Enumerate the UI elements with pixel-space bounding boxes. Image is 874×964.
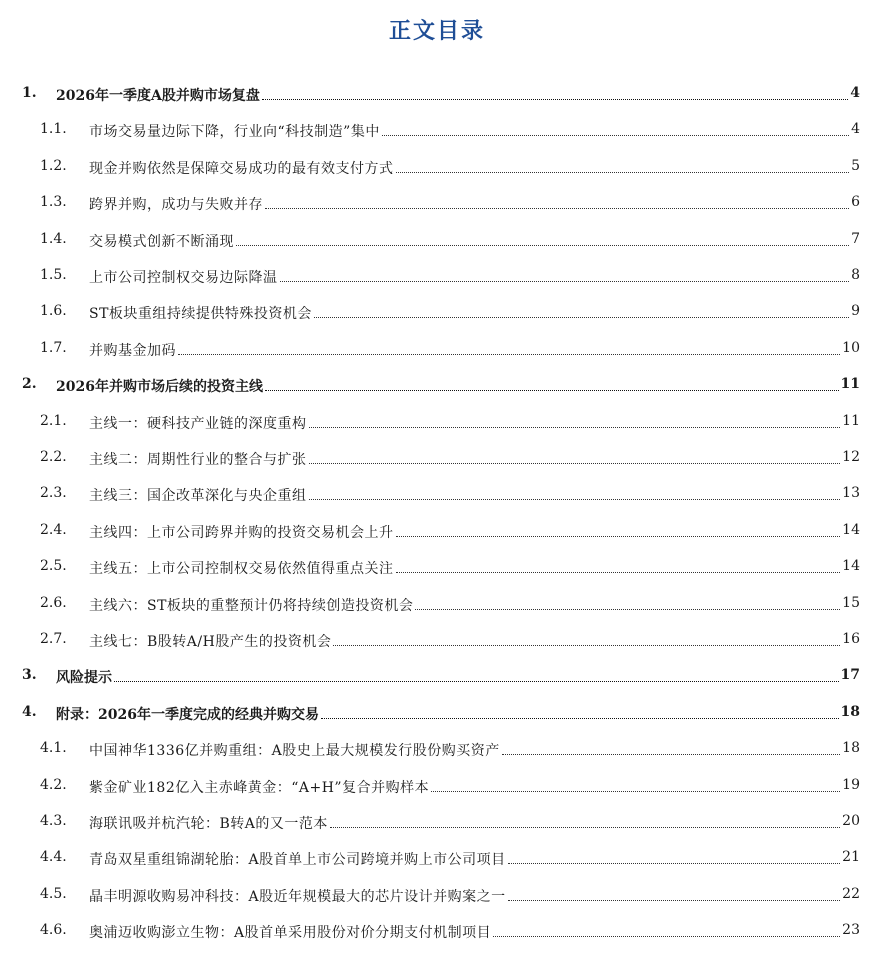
toc-entry-title: 海联讯吸并杭汽轮：B转A的又一范本: [89, 816, 328, 832]
toc-entry-title: 交易模式创新不断涌现: [89, 233, 234, 250]
toc-entry-page: 12: [842, 449, 860, 465]
toc-entry-page: 18: [840, 703, 860, 720]
toc-subsection-entry[interactable]: [0, 405, 874, 441]
toc-section-entry[interactable]: [0, 659, 874, 695]
toc-entry-page: 14: [842, 521, 860, 538]
toc-leader-dots: [309, 451, 840, 464]
toc-entry-page: 14: [842, 558, 860, 575]
toc-entry-page: 6: [851, 194, 860, 211]
toc-entry-page: 10: [842, 339, 860, 356]
toc-entry-number: 1.4.: [40, 230, 67, 247]
toc-subsection-entry[interactable]: [0, 186, 874, 222]
toc-entry-number: 3.: [22, 667, 37, 684]
toc-entry-title: 风险提示: [56, 670, 112, 687]
toc-subsection-entry[interactable]: [0, 223, 874, 259]
toc-entry-page: 22: [842, 885, 860, 902]
toc-entry-title: 主线四：上市公司跨界并购的投资交易机会上升: [89, 524, 394, 541]
toc-subsection-entry[interactable]: [0, 295, 874, 331]
toc-leader-dots: [314, 305, 849, 318]
toc-leader-dots: [280, 269, 849, 282]
toc-subsection-entry[interactable]: [0, 514, 874, 550]
toc-leader-dots: [236, 233, 849, 246]
toc-subsection-entry[interactable]: [0, 150, 874, 186]
toc-section-entry[interactable]: [0, 368, 874, 404]
toc-leader-dots: [262, 87, 848, 100]
toc-entry-title: 上市公司控制权交易边际降温: [89, 270, 278, 286]
toc-entry-number: 2.7.: [40, 631, 67, 647]
toc-entry-number: 4.4.: [40, 849, 67, 866]
toc-entry-title: 晶丰明源收购易冲科技：A股近年规模最大的芯片设计并购案之一: [89, 888, 506, 905]
toc-leader-dots: [114, 669, 839, 682]
toc-entry-title: 主线二：周期性行业的整合与扩张: [89, 452, 307, 468]
toc-leader-dots: [309, 487, 840, 500]
toc-leader-dots: [178, 342, 840, 355]
toc-entry-page: 18: [842, 740, 860, 757]
toc-entry-number: 4.: [22, 703, 37, 720]
toc-section-entry[interactable]: [0, 696, 874, 732]
toc-entry-page: 15: [842, 594, 860, 611]
toc-leader-dots: [493, 924, 840, 937]
toc-entry-title: 并购基金加码: [89, 342, 176, 359]
toc-leader-dots: [321, 706, 839, 719]
toc-entry-number: 2.4.: [40, 521, 67, 538]
toc-entry-title: 主线五：上市公司控制权交易依然值得重点关注: [89, 561, 394, 578]
toc-entry-number: 4.5.: [40, 885, 67, 902]
toc-subsection-entry[interactable]: [0, 550, 874, 586]
toc-subsection-entry[interactable]: [0, 769, 874, 805]
toc-entry-number: 2.: [22, 376, 37, 393]
toc-entry-title: 市场交易量边际下降，行业向“科技制造”集中: [89, 124, 380, 141]
toc-entry-page: 11: [840, 376, 860, 393]
toc-leader-dots: [396, 560, 840, 573]
toc-entry-number: 1.: [22, 85, 37, 101]
toc-leader-dots: [508, 888, 840, 901]
toc-entry-title: 主线三：国企改革深化与央企重组: [89, 488, 307, 505]
toc-entry-title: 2026年并购市场后续的投资主线: [56, 379, 263, 396]
toc-entry-page: 5: [851, 157, 860, 174]
toc-entry-number: 1.1.: [40, 121, 67, 138]
toc-entry-number: 4.1.: [40, 740, 67, 757]
toc-entry-number: 2.1.: [40, 412, 67, 429]
toc-entry-title: 紫金矿业182亿入主赤峰黄金：“A+H”复合并购样本: [89, 779, 430, 796]
toc-entry-number: 1.7.: [40, 339, 67, 356]
toc-entry-title: 青岛双星重组锦湖轮胎：A股首单上市公司跨境并购上市公司项目: [89, 852, 506, 869]
toc-leader-dots: [396, 160, 849, 173]
toc-entry-title: 奥浦迈收购澎立生物：A股首单采用股份对价分期支付机制项目: [89, 925, 492, 942]
toc-entry-page: 4: [850, 85, 860, 101]
toc-entry-number: 1.5.: [40, 267, 67, 283]
toc-entry-number: 1.2.: [40, 157, 67, 174]
toc-entry-number: 2.6.: [40, 594, 67, 611]
toc-entry-page: 16: [842, 631, 860, 647]
toc-entry-title: 2026年一季度A股并购市场复盘: [56, 88, 260, 104]
toc-entry-page: 4: [851, 121, 860, 138]
toc-leader-dots: [330, 815, 840, 828]
toc-subsection-entry[interactable]: [0, 841, 874, 877]
toc-entry-page: 21: [842, 849, 860, 866]
toc-entry-title: 主线六：ST板块的重整预计仍将持续创造投资机会: [89, 597, 414, 614]
toc-entry-page: 19: [842, 776, 860, 793]
toc-entry-number: 1.6.: [40, 303, 67, 320]
toc-leader-dots: [431, 779, 840, 792]
toc-entry-page: 13: [842, 485, 860, 502]
toc-leader-dots: [333, 633, 840, 646]
toc-entry-number: 4.3.: [40, 813, 67, 829]
toc-entry-page: 9: [851, 303, 860, 320]
toc-entry-page: 8: [851, 267, 860, 283]
toc-leader-dots: [502, 742, 840, 755]
toc-entry-page: 7: [851, 230, 860, 247]
toc-entry-page: 23: [842, 922, 860, 939]
toc-subsection-entry[interactable]: [0, 623, 874, 659]
toc-entry-title: 跨界并购，成功与失败并存: [89, 197, 263, 214]
page-title: 正文目录: [388, 19, 485, 44]
toc-entry-number: 4.2.: [40, 776, 67, 793]
toc-leader-dots: [396, 524, 840, 537]
toc-entry-title: 中国神华1336亿并购重组：A股史上最大规模发行股份购买资产: [89, 743, 500, 760]
toc-subsection-entry[interactable]: [0, 878, 874, 914]
toc-subsection-entry[interactable]: [0, 332, 874, 368]
toc-section-entry[interactable]: [0, 77, 874, 113]
toc-entry-page: 11: [842, 412, 860, 429]
toc-entry-title: 主线七：B股转A/H股产生的投资机会: [89, 634, 332, 650]
toc-entry-number: 2.5.: [40, 558, 67, 575]
toc-subsection-entry[interactable]: [0, 113, 874, 149]
toc-entry-page: 17: [840, 667, 860, 684]
toc-subsection-entry[interactable]: [0, 477, 874, 513]
toc-entry-number: 1.3.: [40, 194, 67, 211]
toc-subsection-entry[interactable]: [0, 441, 874, 477]
toc-subsection-entry[interactable]: [0, 259, 874, 295]
toc-subsection-entry[interactable]: [0, 732, 874, 768]
toc-entry-page: 20: [842, 813, 860, 829]
toc-entry-number: 2.2.: [40, 449, 67, 465]
toc-leader-dots: [415, 597, 840, 610]
toc-leader-dots: [265, 196, 849, 209]
toc-subsection-entry[interactable]: [0, 914, 874, 950]
toc-leader-dots: [309, 415, 840, 428]
toc-leader-dots: [508, 851, 840, 864]
toc-entry-title: 主线一：硬科技产业链的深度重构: [89, 415, 307, 432]
toc-entry-title: ST板块重组持续提供特殊投资机会: [89, 306, 312, 323]
toc-entry-title: 现金并购依然是保障交易成功的最有效支付方式: [89, 160, 394, 177]
toc-subsection-entry[interactable]: [0, 587, 874, 623]
toc-entry-title: 附录：2026年一季度完成的经典并购交易: [56, 706, 319, 723]
toc-leader-dots: [382, 123, 849, 136]
toc-entry-number: 2.3.: [40, 485, 67, 502]
toc-leader-dots: [265, 378, 839, 391]
toc-entry-number: 4.6.: [40, 922, 67, 939]
toc-subsection-entry[interactable]: [0, 805, 874, 841]
